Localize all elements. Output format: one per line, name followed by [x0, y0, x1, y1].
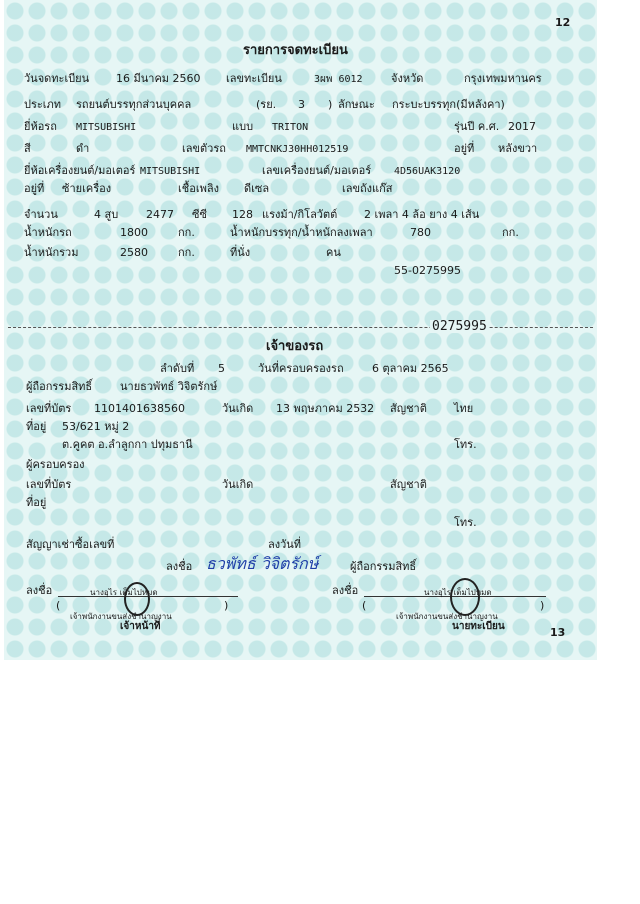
province-value: กรุงเทพมหานคร	[464, 72, 542, 85]
year-label: รุ่นปี ค.ศ.	[454, 120, 500, 133]
officer-stamp-right	[450, 578, 480, 616]
registration-title: รายการจดทะเบียน	[243, 43, 348, 58]
page-number-bottom: 13	[550, 626, 566, 639]
officer-role-right: นายทะเบียน	[452, 621, 505, 632]
holder-birth-label: วันเกิด	[222, 478, 254, 491]
paren-open-left: (	[56, 599, 61, 612]
reg-date-value: 16 มีนาคม 2560	[116, 72, 201, 85]
chassis-value: MMTCNKJ30HH012519	[246, 144, 349, 155]
fuel-value: ดีเซล	[244, 182, 270, 195]
rs-value: 3	[298, 98, 305, 111]
section-divider	[8, 327, 593, 328]
engine-brand-value: MITSUBISHI	[140, 166, 201, 177]
plate-label: เลขทะเบียน	[226, 72, 282, 85]
rs-label: (รย.	[256, 98, 277, 111]
model-value: TRITON	[272, 122, 309, 133]
owner-value: นายธวพัทธ์ วิจิตรักษ์	[120, 380, 218, 393]
holder-label: ผู้ครอบครอง	[26, 458, 85, 471]
lease-date-label: ลงวันที่	[268, 538, 302, 551]
seat-label: ที่นั่ง	[230, 246, 251, 259]
officer-name-left: นางอุไร เต็มไปหมด	[90, 588, 158, 597]
serial-number: 0275995	[432, 319, 487, 334]
gas-tank-label: เลขถังแก๊ส	[342, 182, 393, 195]
id-label: เลขที่บัตร	[26, 402, 72, 415]
possess-date-label: วันที่ครอบครองรถ	[258, 362, 344, 375]
total-weight-label: น้ำหนักรวม	[24, 246, 79, 259]
officer-title-left: เจ้าพนักงานขนส่งชำนาญงาน	[70, 612, 172, 621]
qty-label: จำนวน	[24, 208, 58, 221]
cc-label: ซีซี	[192, 208, 207, 221]
document-number: 55-0275995	[394, 264, 461, 277]
province-label: จังหวัด	[391, 72, 424, 85]
color-label: สี	[24, 142, 31, 155]
address-line1: 53/621 หมู่ 2	[62, 420, 130, 433]
holder-id-label: เลขที่บัตร	[26, 478, 72, 491]
brand-value: MITSUBISHI	[76, 122, 137, 133]
seat-unit: คน	[326, 246, 341, 259]
hp-label: แรงม้า/กิโลวัตต์	[262, 208, 338, 221]
holder-tel-label: โทร.	[454, 516, 477, 529]
engine-brand-label: ยี่ห้อเครื่องยนต์/มอเตอร์	[24, 164, 136, 177]
order-label: ลำดับที่	[160, 362, 195, 375]
rs-close: )	[328, 98, 333, 111]
paren-close-right: )	[540, 599, 545, 612]
chassis-at-value: หลังขวา	[498, 142, 538, 155]
officer-stamp-left	[124, 582, 150, 616]
chassis-at-label: อยู่ที่	[454, 142, 475, 155]
engine-at-value: ซ้ายเครื่อง	[62, 182, 112, 195]
possess-date-value: 6 ตุลาคม 2565	[372, 362, 449, 375]
lease-contract-label: สัญญาเช่าซื้อเลขที่	[26, 538, 115, 551]
engine-at-label: อยู่ที่	[24, 182, 45, 195]
engine-no-value: 4D56UAK3120	[394, 166, 461, 177]
fuel-label: เชื้อเพลิง	[178, 182, 219, 195]
page-number-top: 12	[555, 16, 571, 29]
color-value: ดำ	[76, 142, 90, 155]
owner-label: ผู้ถือกรรมสิทธิ์	[26, 380, 93, 393]
birth-value: 13 พฤษภาคม 2532	[276, 402, 375, 415]
hp-value: 128	[232, 208, 253, 221]
officer-name-right: นางอุไร เต็มไปหมด	[424, 588, 492, 597]
style-label: ลักษณะ	[338, 98, 375, 111]
chassis-label: เลขตัวรถ	[182, 142, 226, 155]
model-label: แบบ	[232, 120, 254, 133]
cylinder-value: 4 สูบ	[94, 208, 119, 221]
year-value: 2017	[508, 120, 536, 133]
holder-address-label: ที่อยู่	[26, 496, 47, 509]
id-value: 1101401638560	[94, 402, 185, 415]
axle-value: 2 เพลา 4 ล้อ ยาง 4 เส้น	[364, 208, 480, 221]
load-value: 780	[410, 226, 431, 239]
weight-label: น้ำหนักรถ	[24, 226, 72, 239]
owner-title: เจ้าของรถ	[266, 339, 324, 354]
address-line2: ต.คูคต อ.ลำลูกกา ปทุมธานี	[62, 438, 193, 451]
owner-sign-role: ผู้ถือกรรมสิทธิ์	[350, 560, 417, 573]
total-weight-unit: กก.	[178, 246, 195, 259]
type-value: รถยนต์บรรทุกส่วนบุคคล	[76, 98, 192, 111]
cc-value: 2477	[146, 208, 174, 221]
load-label: น้ำหนักบรรทุก/น้ำหนักลงเพลา	[230, 226, 373, 239]
load-unit: กก.	[502, 226, 519, 239]
engine-no-label: เลขเครื่องยนต์/มอเตอร์	[262, 164, 372, 177]
total-weight-value: 2580	[120, 246, 148, 259]
officer-title-right: เจ้าพนักงานขนส่งชำนาญงาน	[396, 612, 498, 621]
holder-nationality-label: สัญชาติ	[390, 478, 427, 491]
nationality-label: สัญชาติ	[390, 402, 427, 415]
weight-unit: กก.	[178, 226, 195, 239]
owner-signature: ธวพัทธ์ วิจิตรักษ์	[206, 554, 319, 573]
officer-sign-label-left: ลงชื่อ	[26, 584, 53, 597]
order-value: 5	[218, 362, 225, 375]
officer-sign-label-right: ลงชื่อ	[332, 584, 359, 597]
type-label: ประเภท	[24, 98, 62, 111]
reg-date-label: วันจดทะเบียน	[24, 72, 90, 85]
officer-role-left: เจ้าหน้าที่	[120, 621, 161, 632]
owner-sign-label: ลงชื่อ	[166, 560, 193, 573]
style-value: กระบะบรรทุก(มีหลังคา)	[392, 98, 505, 111]
paren-close-left: )	[224, 599, 229, 612]
paren-open-right: (	[362, 599, 367, 612]
plate-value: 3ผพ 6012	[314, 74, 363, 85]
nationality-value: ไทย	[454, 402, 474, 415]
address-label: ที่อยู่	[26, 420, 47, 433]
tel-label: โทร.	[454, 438, 477, 451]
brand-label: ยี่ห้อรถ	[24, 120, 57, 133]
weight-value: 1800	[120, 226, 148, 239]
birth-label: วันเกิด	[222, 402, 254, 415]
